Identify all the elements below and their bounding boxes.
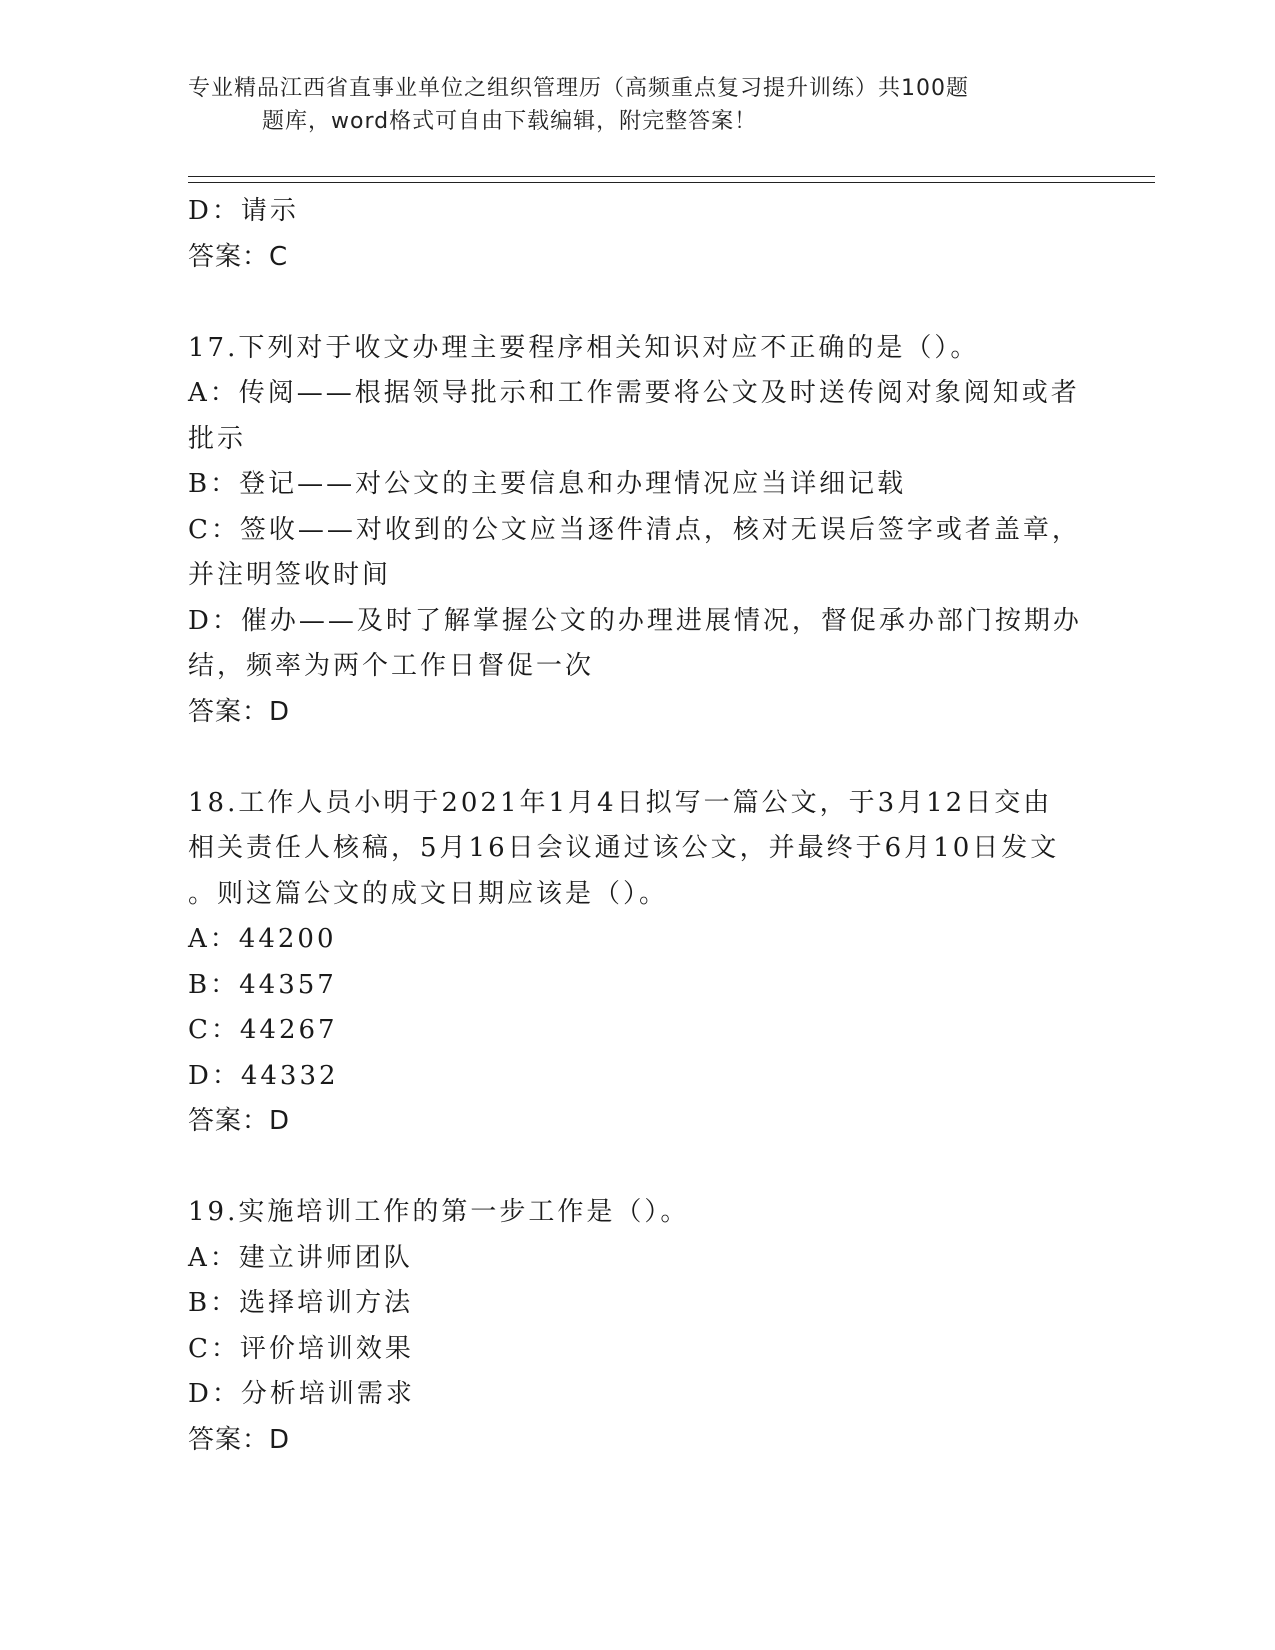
header-title-line2: 题库，word格式可自由下载编辑，附完整答案！ xyxy=(262,109,758,134)
q19-option-b: B：选择培训方法 xyxy=(188,1288,414,1318)
q19-answer: 答案：D xyxy=(188,1424,291,1455)
header-title-line1: 专业精品江西省直事业单位之组织管理历（高频重点复习提升训练）共100题 xyxy=(188,76,969,101)
spacer xyxy=(188,280,1088,326)
q19-option-c: C：评价培训效果 xyxy=(188,1333,414,1364)
q17-stem: 17.下列对于收文办理主要程序相关知识对应不正确的是（）。 xyxy=(188,332,980,363)
q17-option-a-line1: A：传阅——根据领导批示和工作需要将公文及时送传阅对象阅知或者 xyxy=(188,378,1080,408)
q19-option-d: D：分析培训需求 xyxy=(188,1379,415,1409)
q17-answer: 答案：D xyxy=(188,696,291,727)
q17-option-d-line1: D：催办——及时了解掌握公文的办理进展情况，督促承办部门按期办 xyxy=(188,605,1082,636)
prev-option-d: D：请示 xyxy=(188,196,299,226)
q19-option-a: A：建立讲师团队 xyxy=(188,1242,413,1273)
q18-answer: 答案：D xyxy=(188,1106,291,1136)
q19-stem: 19.实施培训工作的第一步工作是（）。 xyxy=(188,1197,690,1227)
q17-option-c-line1: C：签收——对收到的公文应当逐件清点，核对无误后签字或者盖章， xyxy=(188,514,1081,545)
q18-option-a: A：44200 xyxy=(188,924,337,954)
q17-option-c-line2: 并注明签收时间 xyxy=(188,560,392,590)
q17-option-b: B：登记——对公文的主要信息和办理情况应当详细记载 xyxy=(188,469,907,499)
header-divider-bottom xyxy=(188,182,1155,183)
document-header xyxy=(188,72,1048,138)
q18-stem-line3: 。则这篇公文的成文日期应该是（）。 xyxy=(188,878,669,909)
spacer xyxy=(188,735,1088,781)
q18-option-c: C：44267 xyxy=(188,1015,338,1045)
q18-option-d: D：44332 xyxy=(188,1060,339,1091)
header-divider-top xyxy=(188,176,1155,177)
q17-option-a-line2: 批示 xyxy=(188,423,247,454)
q17-option-d-line2: 结，频率为两个工作日督促一次 xyxy=(188,651,595,681)
question-content xyxy=(188,189,1088,1463)
q18-stem-line1: 18.工作人员小明于2021年1月4日拟写一篇公文，于3月12日交由 xyxy=(188,787,1053,818)
spacer xyxy=(188,1145,1088,1191)
q18-stem-line2: 相关责任人核稿，5月16日会议通过该公文，并最终于6月10日发文 xyxy=(188,833,1060,863)
prev-answer: 答案：C xyxy=(188,241,289,272)
q18-option-b: B：44357 xyxy=(188,969,337,1000)
